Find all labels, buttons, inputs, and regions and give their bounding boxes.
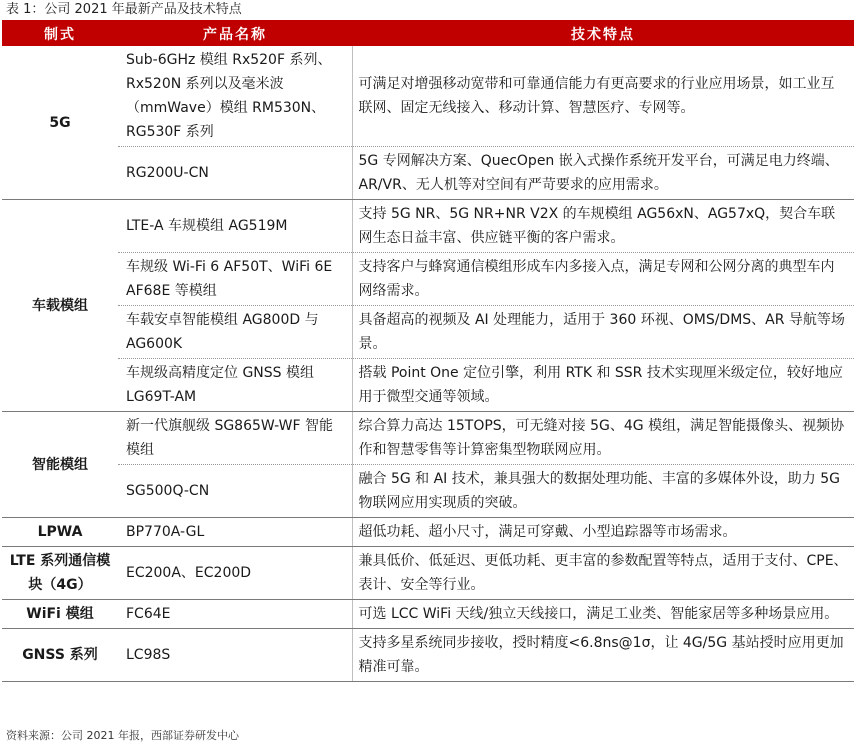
table-row <box>2 253 854 306</box>
table-row <box>2 518 854 547</box>
tech-feature-cell: 超低功耗、超小尺寸，满足可穿戴、小型追踪器等市场需求。 <box>352 518 854 547</box>
tech-feature-cell: 具备超高的视频及 AI 处理能力，适用于 360 环视、OMS/DMS、AR 导航等场景。 <box>352 306 854 359</box>
category-cell: 智能模组 <box>2 412 118 518</box>
table-row <box>2 147 854 200</box>
category-cell: GNSS 系列 <box>2 629 118 682</box>
product-name-cell: 新一代旗舰级 SG865W-WF 智能模组 <box>118 412 352 465</box>
table-row <box>2 629 854 682</box>
table-row <box>2 412 854 465</box>
tech-feature-cell: 可满足对增强移动宽带和可靠通信能力有更高要求的行业应用场景，如工业互联网、固定无线接入、移动计算、智慧医疗、专网等。 <box>352 46 854 147</box>
table-row <box>2 200 854 253</box>
tech-feature-cell: 支持多星系统同步接收，授时精度<6.8ns@1σ，让 4G/5G 基站授时应用更加精准可靠。 <box>352 629 854 682</box>
table-row <box>2 46 854 147</box>
tech-feature-cell: 融合 5G 和 AI 技术，兼具强大的数据处理功能、丰富的多媒体外设，助力 5G 物联网应用实现质的突破。 <box>352 465 854 518</box>
table-row <box>2 306 854 359</box>
product-name-cell: LC98S <box>118 629 352 682</box>
product-name-cell: SG500Q-CN <box>118 465 352 518</box>
tech-feature-cell: 可选 LCC WiFi 天线/独立天线接口，满足工业类、智能家居等多种场景应用。 <box>352 600 854 629</box>
source-note: 资料来源：公司 2021 年报，西部证券研发中心 <box>6 729 239 742</box>
table-header-row <box>2 21 854 46</box>
product-name-cell: FC64E <box>118 600 352 629</box>
tech-feature-cell: 5G 专网解决方案、QuecOpen 嵌入式操作系统开发平台，可满足电力终端、AR/VR、无人机等对空间有严苛要求的应用需求。 <box>352 147 854 200</box>
category-cell: WiFi 模组 <box>2 600 118 629</box>
product-name-cell: 车规级高精度定位 GNSS 模组 LG69T-AM <box>118 359 352 412</box>
product-name-cell: 车载安卓智能模组 AG800D 与 AG600K <box>118 306 352 359</box>
table-row <box>2 600 854 629</box>
category-cell: LPWA <box>2 518 118 547</box>
product-name-cell: LTE-A 车规模组 AG519M <box>118 200 352 253</box>
product-name-cell: Sub-6GHz 模组 Rx520F 系列、Rx520N 系列以及毫米波（mmWave）模组 RM530N、RG530F 系列 <box>118 46 352 147</box>
table-row <box>2 547 854 600</box>
tech-feature-cell: 综合算力高达 15TOPS，可无缝对接 5G、4G 模组，满足智能摄像头、视频协作和智慧零售等计算密集型物联网应用。 <box>352 412 854 465</box>
tech-feature-cell: 支持客户与蜂窝通信模组形成车内多接入点，满足专网和公网分离的典型车内网络需求。 <box>352 253 854 306</box>
product-name-cell: EC200A、EC200D <box>118 547 352 600</box>
product-table <box>2 21 854 682</box>
table-caption: 表 1：公司 2021 年最新产品及技术特点 <box>6 2 242 17</box>
product-name-cell: BP770A-GL <box>118 518 352 547</box>
category-cell: 车载模组 <box>2 200 118 412</box>
tech-feature-cell: 兼具低价、低延迟、更低功耗、更丰富的参数配置等特点，适用于支付、CPE、表计、安全等行业。 <box>352 547 854 600</box>
tech-feature-cell: 支持 5G NR、5G NR+NR V2X 的车规模组 AG56xN、AG57xQ，契合车联网生态日益丰富、供应链平衡的客户需求。 <box>352 200 854 253</box>
header-product-name: 产品名称 <box>118 21 352 46</box>
table-row <box>2 359 854 412</box>
table-body <box>2 46 854 682</box>
table-row <box>2 465 854 518</box>
product-name-cell: RG200U-CN <box>118 147 352 200</box>
header-tech-features: 技术特点 <box>352 21 854 46</box>
category-cell: LTE 系列通信模块（4G） <box>2 547 118 600</box>
tech-feature-cell: 搭载 Point One 定位引擎，利用 RTK 和 SSR 技术实现厘米级定位，较好地应用于微型交通等领域。 <box>352 359 854 412</box>
header-standard: 制式 <box>2 21 118 46</box>
product-table-container <box>2 21 854 682</box>
category-cell: 5G <box>2 46 118 200</box>
product-name-cell: 车规级 Wi-Fi 6 AF50T、WiFi 6E AF68E 等模组 <box>118 253 352 306</box>
